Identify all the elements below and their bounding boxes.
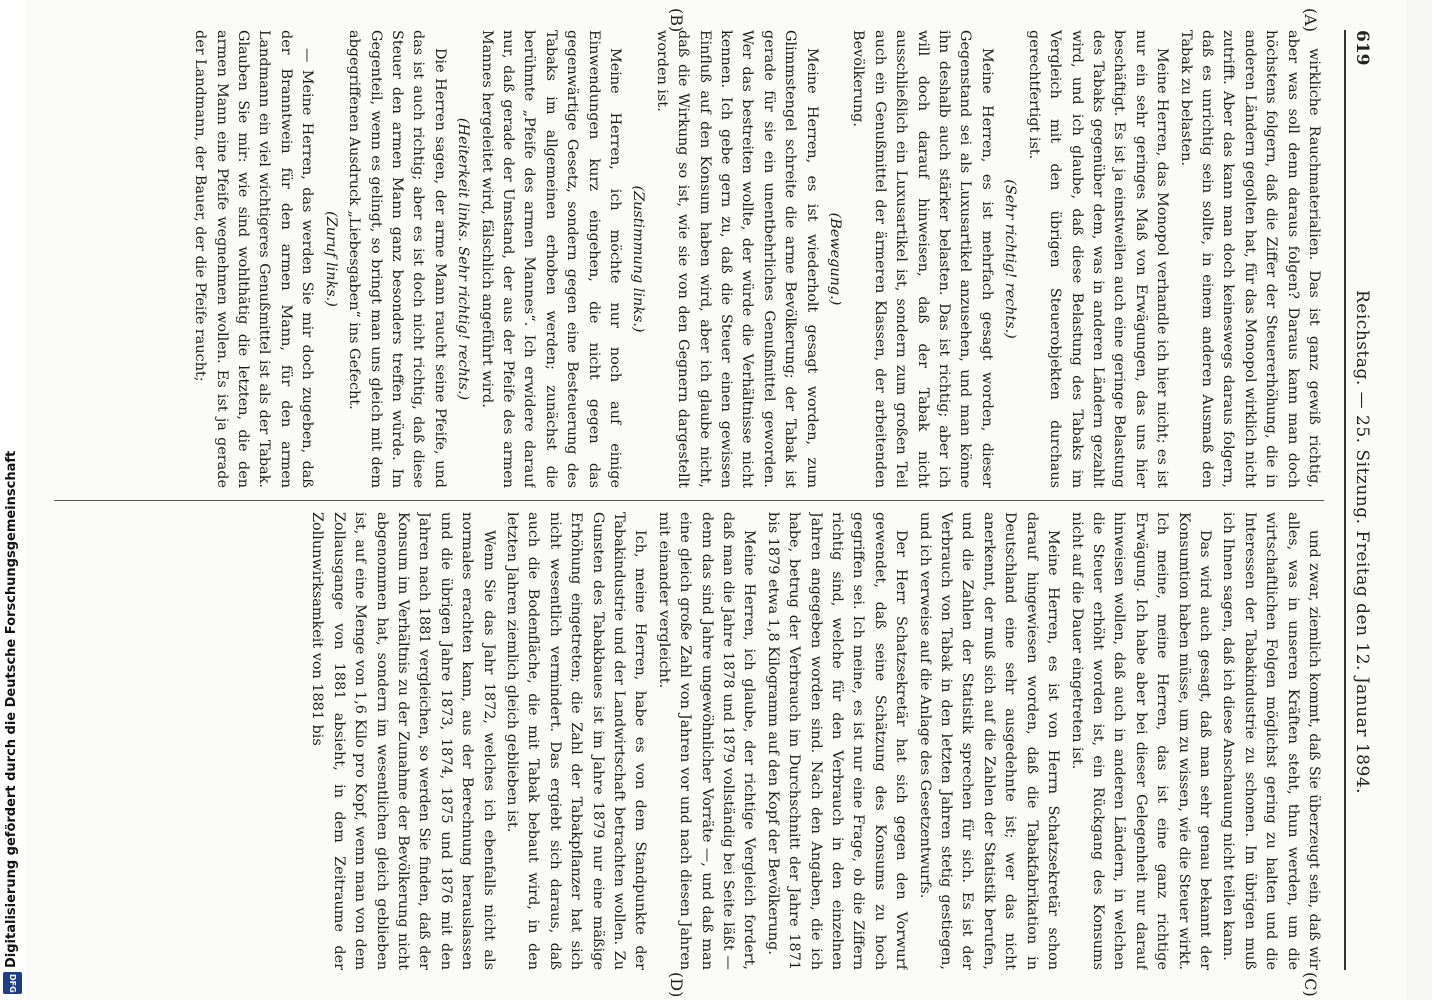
margin-marker-c: (C) [1301, 972, 1320, 997]
running-title: Reichstag. — 25. Sitzung. Freitag den 12. Januar 1894. [1352, 290, 1372, 795]
interjection: (Zuruf links.) [322, 211, 339, 307]
header-rule [1344, 30, 1346, 970]
page-sheet [26, 0, 1406, 1000]
paragraph: Der Herr Schatzsekretär hat sich gegen den Vorwurf gewendet, daß seine Schätzung des Konsums zu hoch gegriffen sei. Ich meine, es ist nur eine Frage, ob die Ziffern richtig sind, welche für den Verbrauch in den einzelnen Jahren angegeben worden sind. Nach den Angaben, die ich habe, betrug der Verbrauch im Durchschnitt der Jahre 1871 bis 1879 etwa 1,8 Kilogramm auf den Kopf der Bevölkerung. [764, 512, 910, 970]
page-header [1342, 30, 1378, 970]
paragraph: und zwar, ziemlich kommt, daß Sie überzeugt sein, daß wir alles, was in unseren Kräften steht, thun werden, um die wirtschaftlichen Folgen möglichst gering zu halten und die Interessen der Tabakindustrie zu schonen. Im übrigen muß ich Ihnen sagen, daß ich diese Anschauung nicht teilen kann. [1220, 512, 1322, 970]
paragraph: Ich, meine Herren, habe es von dem Standpunkte der Tabakindustrie und der Landwirtschaft betrachten wollen. Zu Gunsten des Tabakbaues ist im Jahre 1879 nur eine mäßige Erhöhung eingetreten; die Zahl der Tabakpflanzer hat sich nicht wesentlich vermindert. Das ergiebt sich daraus, daß auch die Bodenfläche, die mit Tabak bebaut wird, in den letzten Jahren ziemlich gleich geblieben ist. [503, 512, 649, 970]
dfg-sidebar [0, 0, 26, 1000]
paragraph: Meine Herren, ich möchte nur noch auf einige Einwendungen kurz eingehen, die nicht gegen das gegenwärtige Gesetz, sondern gegen eine Besteuerung des Tabaks im allgemeinen erhoben werden; zunächst die berühmte „Pfeife des armen Mannes“. Ich erwidere darauf nur, daß gerade der Umstand, der aus der Pfeife des armen Mannes hergeleitet wird, fälschlich angeführt wird. [478, 30, 623, 488]
paragraph: Wenn Sie das Jahr 1872, welches ich ebenfalls nicht als normales erachten kann, aus der Berechnung herauslassen und die übrigen Jahre 1873, 1874, 1875 und 1876 mit den Jahren nach 1881 vergleichen, so werden Sie finden, daß der Konsum im Verhältnis zu der Zunahme der Bevölkerung nicht abgenommen hat, sondern im wesentlichen gleich geblieben ist, auf eine Menge von 1,6 Kilo pro Kopf, wenn man von dem Zollausgange von 1881 absieht, in dem Zeitraume der Zollunwirksamkeit von 1881 bis [309, 512, 497, 970]
margin-marker-a: (A) [1301, 8, 1320, 33]
paragraph: Meine Herren, es ist mehrfach gesagt worden, dieser Gegenstand sei als Luxusartikel anzusehen, und man könne ihn deshalb auch stärker belasten. Das ist richtig; aber ich will doch darauf hinweisen, daß der Tabak nicht ausschließlich ein Luxusartikel ist, sondern zum großen Teil auch ein Genußmittel der ärmeren Klassen, der arbeitenden Bevölkerung. [850, 30, 995, 488]
interjection: (Heiterkeit links. Sehr richtig! rechts.) [455, 117, 472, 401]
page-number: 619 [1352, 30, 1372, 66]
dfg-logo-icon: DFG [3, 972, 22, 994]
interjection: (Sehr richtig! rechts.) [1002, 179, 1019, 339]
paragraph: Meine Herren, es ist wiederholt gesagt worden, zum Glimmstengel schreite die arme Bevölkerung; der Tabak ist gerade für sie ein unentbehrliches Genußmittel geworden. Wer das bestreiten wollte, der würde die Verhältnisse nicht kennen. Ich gebe gern zu, daß die Steuer einen gewissen Einfluß auf den Konsum haben wird, aber ich glaube nicht, daß die Wirkung so ist, wie sie von den Gegnern dargestellt worden ist. [653, 30, 820, 488]
column-divider [54, 500, 1324, 501]
text-column-right [54, 512, 1324, 970]
paragraph: Das wird auch gesagt, daß man sehr genau bekannt der Konsumtion haben müsse, um zu wissen, wie die Steuer wirkt. Ich meine, meine Herren, das ist eine ganz richtige Erwägung. Ich habe aber bei dieser Gelegenheit nur darauf hinweisen wollen, daß auch in anderen Ländern, in welchen die Steuer erhöht worden ist, ein Rückgang des Konsums nicht auf die Dauer eingetreten ist. [1068, 512, 1213, 970]
paragraph: Die Herren sagen, der arme Mann raucht seine Pfeife, und das ist auch richtig; aber es ist doch nicht richtig, daß diese Steuer den armen Mann ganz besonders treffen würde. Im Gegenteil, wenn es gelingt, so bringt man uns gleich mit dem abgegriffenen Ausdruck „Liebesgaben“ ins Gefecht. [346, 30, 448, 488]
margin-marker-d: (D) [667, 972, 686, 998]
text-column-left [54, 30, 1324, 488]
interjection: (Bewegung.) [827, 212, 844, 306]
paragraph: Meine Herren, es ist von Herrn Schatzsekretär schon darauf hingewiesen worden, daß die Tabakfabrikation in Deutschland eine sehr ausgedehnte ist; wer das nicht anerkennt, der muß sich auf die Zahlen der Statistik berufen, und die Zahlen der Statistik sprechen für sich. Es ist der Verbrauch von Tabak in den letzten Jahren stetig gestiegen, und ich verweise auf die Anlage des Gesetzentwurfs. [916, 512, 1062, 970]
interjection: (Zustimmung links.) [630, 185, 647, 333]
paragraph: Meine Herren, ich glaube, der richtige Vergleich fordert, daß man die Jahre 1878 und 1879 vollständig bei Seite läßt — denn das sind Jahre ungewöhnlicher Vorräte —, und daß man eine gleich große Zahl von Jahren vor und nach diesen Jahren mit einander vergleicht. [655, 512, 758, 970]
paragraph: Meine Herren, das Monopol verhandle ich hier nicht; es ist nur ein sehr geringes Maß von Erwägungen, das uns hier beschäftigt. Es ist ja einstweilen auch eine geringe Belastung des Tabaks gegenüber dem, was in anderen Ländern gezahlt wird, und ich glaube, daß diese Belastung des Tabaks im Vergleich mit den übrigen Steuerobjekten durchaus gerechtfertigt ist. [1025, 30, 1171, 488]
margin-marker-b: (B) [667, 8, 686, 33]
paragraph: wirkliche Rauchmaterialien. Das ist ganz gewiß richtig, aber was soll denn daraus folgen? Daraus kann man doch höchstens folgern, daß die Ziffer der Steuererhöhung, die in anderen Ländern gegolten hat, für das Monopol wirklich nicht zutrifft. Aber das kann man doch keineswegs daraus folgern, daß es unrichtig sein sollte, in einem anderen Ausmaß den Tabak zu belasten. [1177, 30, 1322, 488]
funding-notice: Digitalisierung gefördert durch die Deutsche Forschungsgemeinschaft [4, 450, 19, 968]
paragraph: — Meine Herren, das werden Sie mir doch zugeben, daß der Branntwein für den armen Mann, für den armen Landmann ein viel wichtigeres Genußmittel ist als der Tabak. Glauben Sie mir: wie sind wohlthätig die letzten, die den armen Mann eine Pfeife wegnehmen wollen. Es ist ja gerade der Landmann, der Bauer, der die Pfeife raucht; [192, 30, 316, 488]
